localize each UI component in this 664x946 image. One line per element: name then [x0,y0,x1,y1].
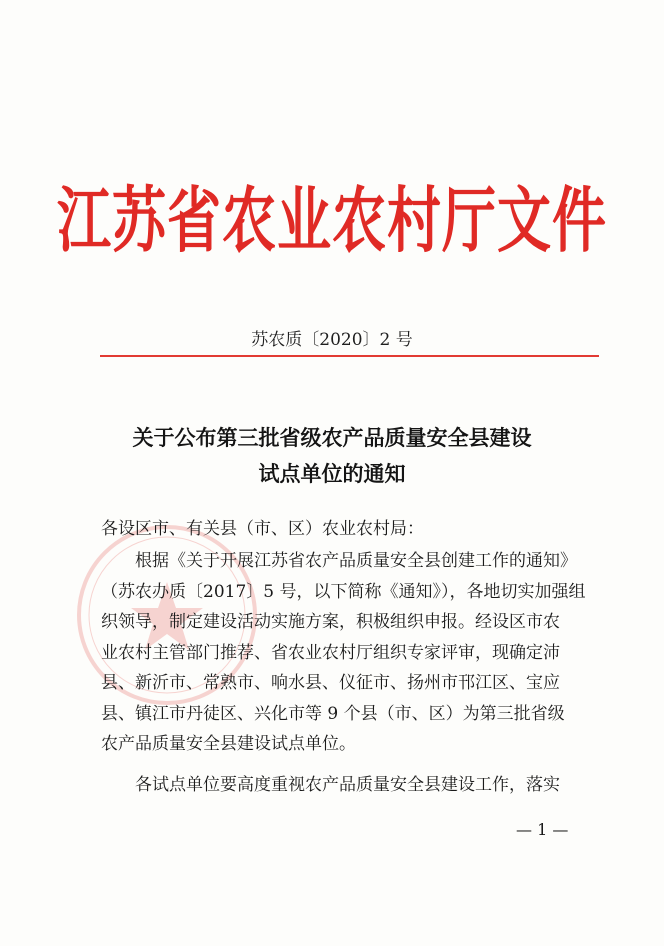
notice-title-line: 试点单位的通知 [258,462,406,486]
body-line: 县、新沂市、常熟市、响水县、仪征市、扬州市邗江区、宝应 [101,673,560,693]
salutation: 各设区市、有关县（市、区）农业农村局： [101,519,424,539]
notice-title [0,420,664,492]
body-paragraph-1 [101,546,601,760]
body-line: 县、镇江市丹徒区、兴化市等 9 个县（市、区）为第三批省级 [101,703,565,724]
document-header-title: 江苏省农业农村厅文件 [57,178,607,262]
body-paragraph-2 [101,770,601,801]
notice-title-line: 关于公布第三批省级农产品质量安全县建设 [132,426,532,450]
body-line: 根据《关于开展江苏省农产品质量安全县创建工作的通知》 [135,551,577,571]
body-line: 各试点单位要高度重视农产品质量安全县建设工作，落实 [135,775,560,795]
page-number: — 1 — [516,820,569,839]
body-line: 业农村主管部门推荐、省农业农村厅组织专家评审，现确定沛 [101,642,560,663]
header-divider [100,355,599,357]
body-line: 织领导，制定建设活动实施方案，积极组织申报。经设区市农 [101,612,560,632]
body-line: 农产品质量安全县建设试点单位。 [101,734,356,754]
document-number: 苏农质〔2020〕2 号 [251,330,413,350]
body-line: （苏农办质〔2017〕5 号，以下简称《通知》），各地切实加强组 [101,581,586,602]
